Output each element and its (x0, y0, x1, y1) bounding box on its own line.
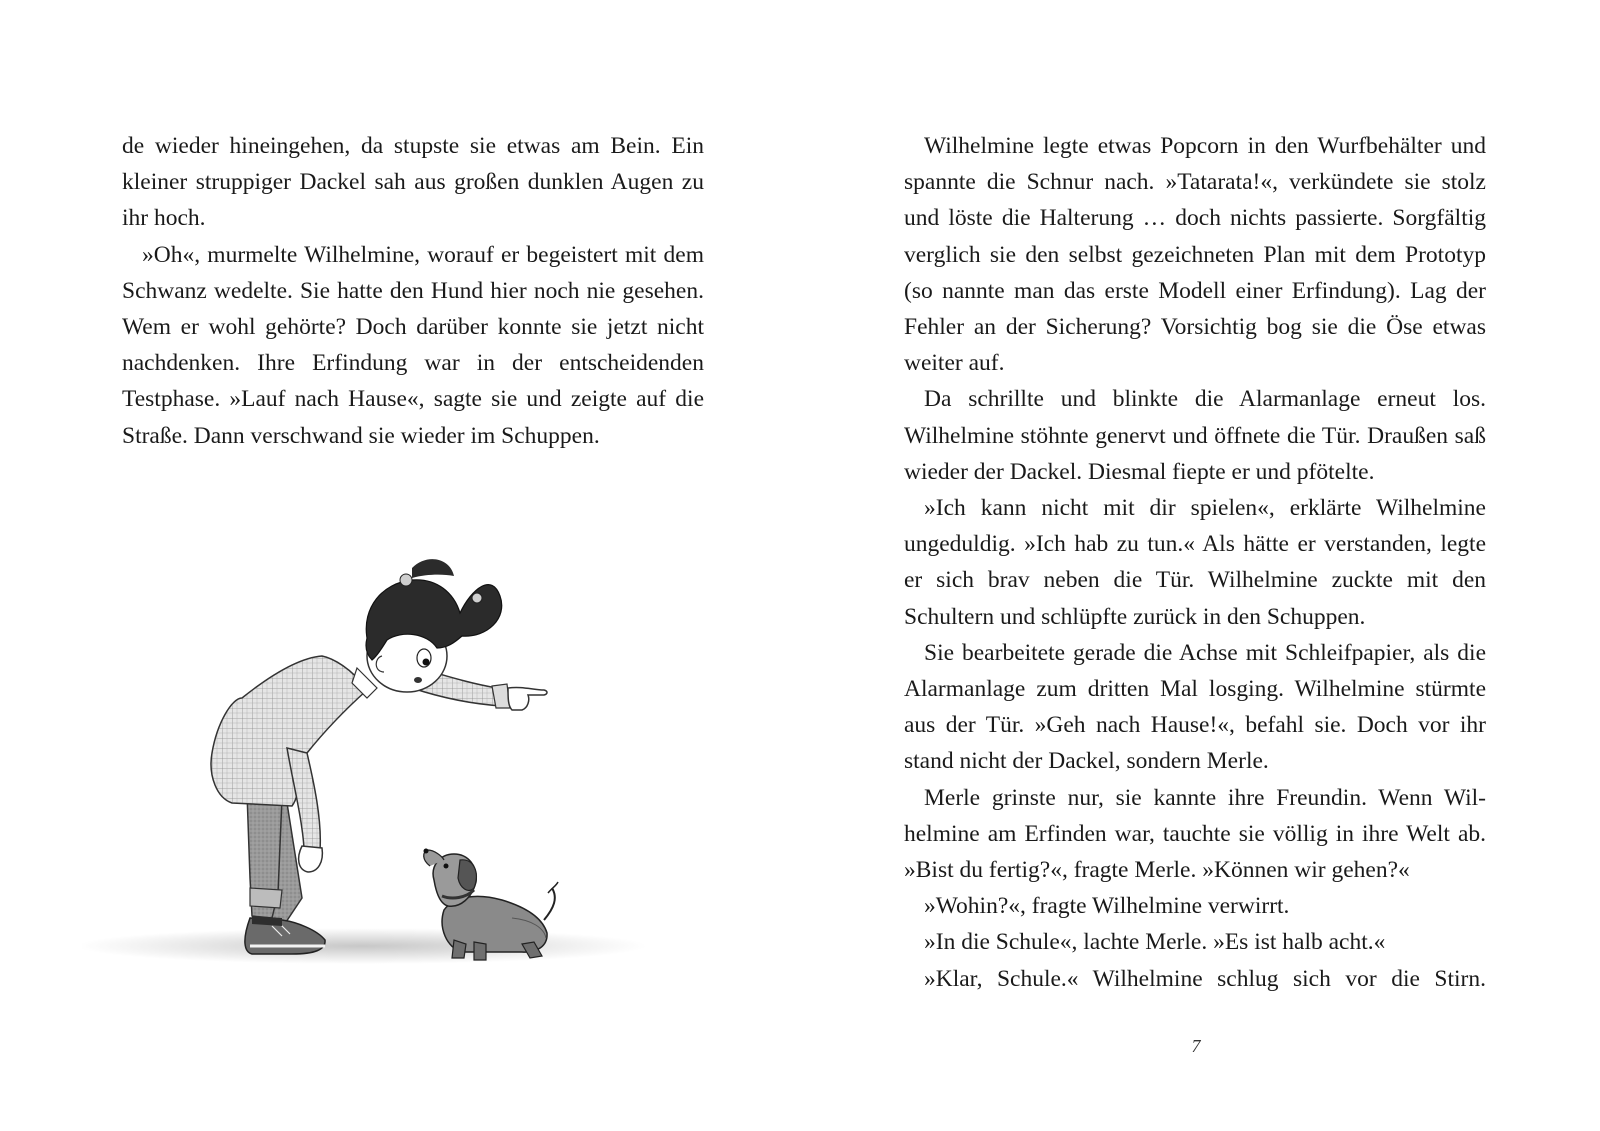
girl-pointing-at-dachshund-illustration (82, 548, 662, 1008)
left-page-text (122, 128, 704, 454)
paragraph: Sie bearbeitete gerade die Achse mit Schleifpapier, als die Alarmanlage zum dritten Mal losging. Wilhelmine stürmte aus der Tür. »Geh nach Hause!«, befahl sie. Doch vor ihr stand nicht der Dackel, sondern Merle. (904, 639, 1486, 775)
girl-hand-hanging (299, 846, 323, 872)
paragraph: de wieder hineingehen, da stupste sie etwas am Bein. Ein kleiner struppiger Dackel sah aus großen dunklen Augen zu ihr hoch. (122, 133, 704, 232)
paragraph: Da schrillte und blinkte die Alarmanlage erneut los. Wilhelmine stöhnte genervt und öffnete die Tür. Draußen saß wieder der Dackel. Diesmal fiepte er und pfötelte. (904, 386, 1486, 485)
paragraph: Wilhelmine legte etwas Popcorn in den Wurfbehälter und spannte die Schnur nach. »Tatarata!«, verkündete sie stolz und löste die Halterung … doch nichts passierte. Sorgfältig verglich sie den selbst gezeichneten Plan mit dem Prototyp (so nannte man das erste Modell einer Erfindung). Lag der Fehler an der Sicherung? Vorsichtig bog sie die Öse etwas weiter auf. (904, 133, 1486, 377)
paragraph: »Klar, Schule.« Wilhelmine schlug sich vor die Stirn. (924, 965, 1486, 992)
left-page (122, 128, 704, 454)
dachshund-tail (544, 888, 555, 920)
girl-hand-pointing (508, 687, 547, 710)
right-page (904, 128, 1486, 997)
paragraph: Merle grinste nur, sie kannte ihre Freundin. Wenn Wilhelmine am Erfinden war, tauchte sie völlig in ihre Welt ab. »Bist du fertig?«, fragte Merle. »Können wir gehen?« (904, 784, 1486, 884)
paragraph: »Wohin?«, fragte Wilhelmine verwirrt. (924, 893, 1290, 920)
paragraph: »Ich kann nicht mit dir spielen«, erklärte Wilhelmine ungeduldig. »Ich hab zu tun.« Als hätte er verstanden, legte er sich brav neben die Tür. Wilhelmine zuckte mit den Schultern und schlüpfte zurück in den Schuppen. (904, 495, 1486, 630)
paragraph: »In die Schule«, lachte Merle. »Es ist halb acht.« (924, 929, 1386, 956)
girl-mouth (414, 677, 422, 683)
right-page-text (904, 128, 1486, 997)
page-number: 7 (1191, 1036, 1201, 1056)
girl-shirt (211, 656, 367, 806)
paragraph: »Oh«, murmelte Wilhelmine, worauf er begeistert mit dem Schwanz wedelte. Sie hatte den Hund hier noch nie gesehen. Wem er wohl gehörte? Doch darüber konnte sie jetzt nicht nachdenken. Ihre Erfindung war in der entscheidenden Testphase. »Lauf nach Hause«, sagte sie und zeigte auf die Straße. Dann verschwand sie wieder im Schuppen. (122, 241, 704, 449)
ground-shadow (82, 928, 647, 964)
